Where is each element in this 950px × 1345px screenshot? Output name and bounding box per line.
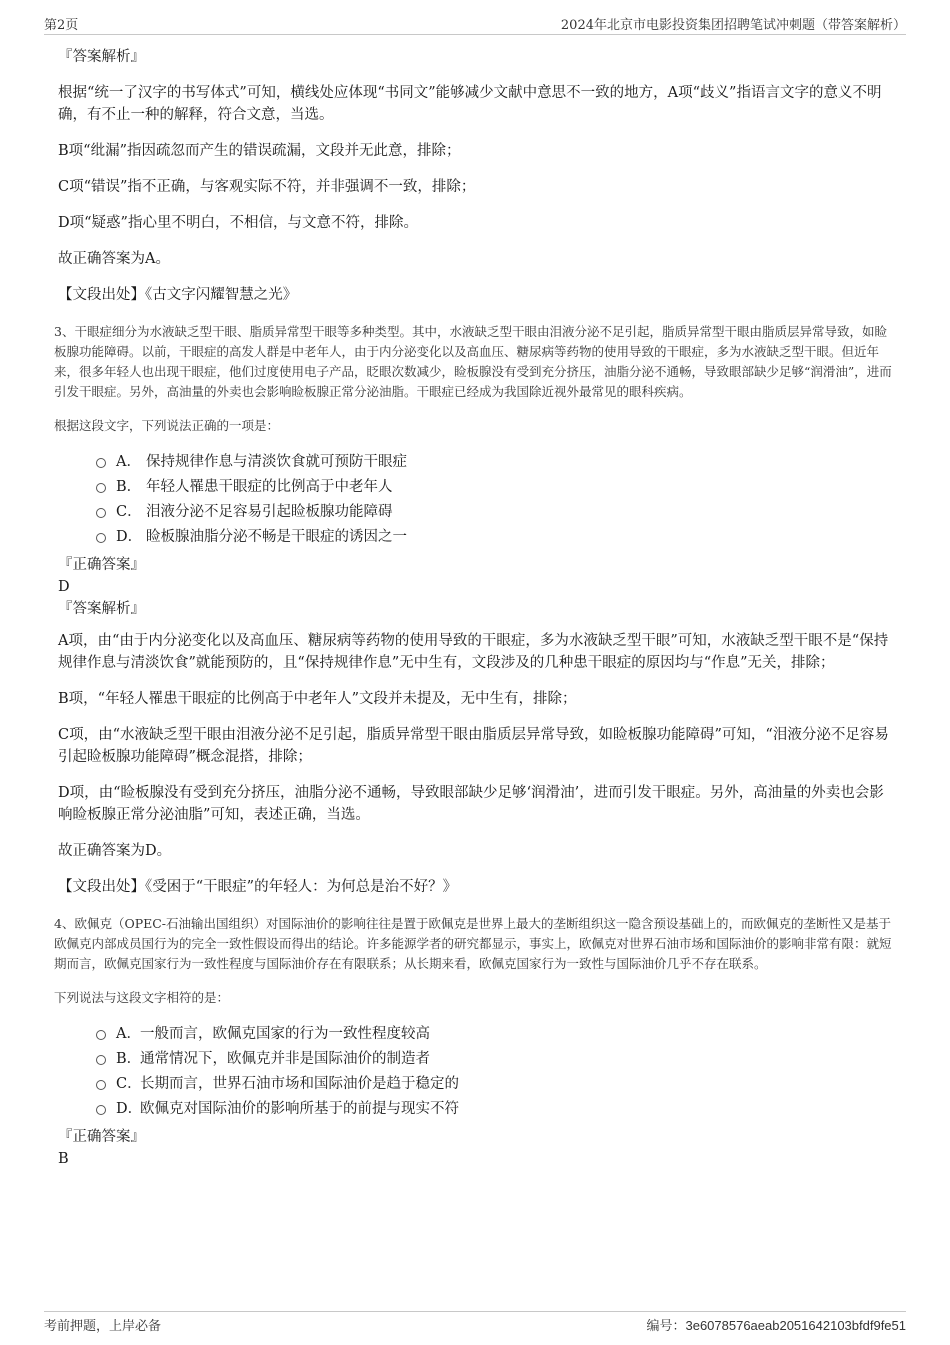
page-header [44,14,906,35]
option-b[interactable] [96,473,892,498]
option-letter: D． [116,529,143,545]
option-a[interactable] [96,448,892,473]
option-text: 保持规律作息与清淡饮食就可预防干眼症 [146,454,407,470]
analysis-paragraph: B项“纰漏”指因疏忽而产生的错误疏漏，文段并无此意，排除； [58,143,461,159]
document-title: 2024年北京市电影投资集团招聘笔试冲刺题（带答案解析） [560,18,906,33]
answer-analysis-label: 『答案解析』 [58,49,145,65]
option-b[interactable] [96,1045,892,1070]
page-footer [44,1311,906,1334]
question-stem: 3、干眼症细分为水液缺乏型干眼、脂质异常型干眼等多种类型。其中，水液缺乏型干眼由泪液分泌不足引起，脂质异常型干眼由脂质层异常导致，如睑板腺功能障碍。以前，干眼症的高发人群是中老年人，由于内分泌变化以及高血压、糖尿病等药物的使用导致的干眼症，多为水液缺乏型干眼。但近年来，很多年轻人也出现干眼症，他们过度使用电子产品，眨眼次数减少，睑板腺没有受到充分挤压，油脂分泌不通畅，导致眼部缺少足够“润滑油”，进而引发干眼症。另外，高油量的外卖也会影响睑板腺正常分泌油脂。干眼症已经成为我国除近视外最常见的眼科疾病。 [54,324,892,399]
correct-answer: D [58,579,70,595]
analysis-paragraph: D项“疑惑”指心里不明白，不相信，与文意不符，排除。 [58,215,418,231]
option-text: 一般而言，欧佩克国家的行为一致性程度较高 [140,1026,430,1042]
radio-button[interactable] [96,1055,106,1065]
footer-slogan: 考前押题，上岸必备 [44,1319,162,1334]
analysis-paragraph: C项，由“水液缺乏型干眼由泪液分泌不足引起，脂质异常型干眼由脂质层异常导致，如睑板腺功能障碍”可知，“泪液分泌不足容易引起睑板腺功能障碍”概念混搭，排除； [58,727,889,765]
radio-button[interactable] [96,1030,106,1040]
option-letter: C． [116,504,142,520]
option-text: 长期而言，世界石油市场和国际油价是趋于稳定的 [140,1076,459,1092]
document-serial [646,1315,906,1334]
analysis-paragraph: C项“错误”指不正确，与客观实际不符，并非强调不一致，排除； [58,179,476,195]
option-text: 通常情况下，欧佩克并非是国际油价的制造者 [140,1051,430,1067]
option-text: 欧佩克对国际油价的影响所基于的前提与现实不符 [140,1101,459,1117]
radio-button[interactable] [96,458,106,468]
option-letter: A． [116,1026,141,1042]
question-stem: 4、欧佩克（OPEC-石油输出国组织）对国际油价的影响往往是置于欧佩克是世界上最大的垄断组织这一隐含预设基础上的，而欧佩克的垄断性又是基于欧佩克内部成员国行为的完全一致性假设而得出的结论。许多能源学者的研究都显示，事实上，欧佩克对世界石油市场和国际油价的影响非常有限：就短期而言，欧佩克国家行为一致性程度与国际油价存在有限联系；从长期来看，欧佩克国家行为一致性与国际油价几乎不存在联系。 [54,916,892,971]
analysis-conclusion: 故正确答案为A。 [58,251,170,267]
radio-button[interactable] [96,483,106,493]
option-letter: B． [116,1051,142,1067]
radio-button[interactable] [96,533,106,543]
question-prompt: 根据这段文字，下列说法正确的一项是： [54,418,280,433]
option-list [96,1020,892,1120]
analysis-paragraph: 根据“统一了汉字的书写体式”可知，横线处应体现“书同文”能够减少文献中意思不一致的地方，A项“歧义”指语言文字的意义不明确，有不止一种的解释，符合文意，当选。 [58,85,882,123]
radio-button[interactable] [96,508,106,518]
analysis-paragraph: B项，“年轻人罹患干眼症的比例高于中老年人”文段并未提及，无中生有，排除； [58,691,577,707]
option-letter: D． [116,1101,143,1117]
option-d[interactable] [96,523,892,548]
analysis-conclusion: 故正确答案为D。 [58,843,172,859]
option-letter: B． [116,479,142,495]
option-text: 睑板腺油脂分泌不畅是干眼症的诱因之一 [146,529,407,545]
correct-answer: B [58,1151,69,1167]
analysis-paragraph: A项，由“由于内分泌变化以及高血压、糖尿病等药物的使用导致的干眼症，多为水液缺乏型干眼”可知，水液缺乏型干眼不是“保持规律作息与清淡饮食”就能预防的，且“保持规律作息”无中生有，文段涉及的几种患干眼症的原因均与“作息”无关，排除； [58,633,889,671]
text-source: 【文段出处】《受困于“干眼症”的年轻人：为何总是治不好？》 [58,879,458,895]
correct-answer-label: 『正确答案』 [58,557,145,573]
option-letter: C． [116,1076,142,1092]
option-text: 年轻人罹患干眼症的比例高于中老年人 [146,479,393,495]
option-d[interactable] [96,1095,892,1120]
radio-button[interactable] [96,1080,106,1090]
answer-analysis-label: 『答案解析』 [58,601,145,617]
option-c[interactable] [96,498,892,523]
option-text: 泪液分泌不足容易引起睑板腺功能障碍 [146,504,393,520]
option-letter: A． [116,454,141,470]
page-content [54,44,892,1170]
analysis-paragraph: D项，由“睑板腺没有受到充分挤压，油脂分泌不通畅，导致眼部缺少足够‘润滑油’，进而引发干眼症。另外，高油量的外卖也会影响睑板腺正常分泌油脂”可知，表述正确，当选。 [58,785,884,823]
text-source: 【文段出处】《古文字闪耀智慧之光》 [58,287,298,303]
option-list [96,448,892,548]
serial-label: 编号： [646,1319,686,1334]
correct-answer-label: 『正确答案』 [58,1129,145,1145]
serial-number: 3e6078576aeab2051642103bfdf9fe51 [685,1318,906,1333]
option-c[interactable] [96,1070,892,1095]
radio-button[interactable] [96,1105,106,1115]
question-prompt: 下列说法与这段文字相符的是： [54,990,230,1005]
page-number: 第2页 [44,18,79,33]
option-a[interactable] [96,1020,892,1045]
